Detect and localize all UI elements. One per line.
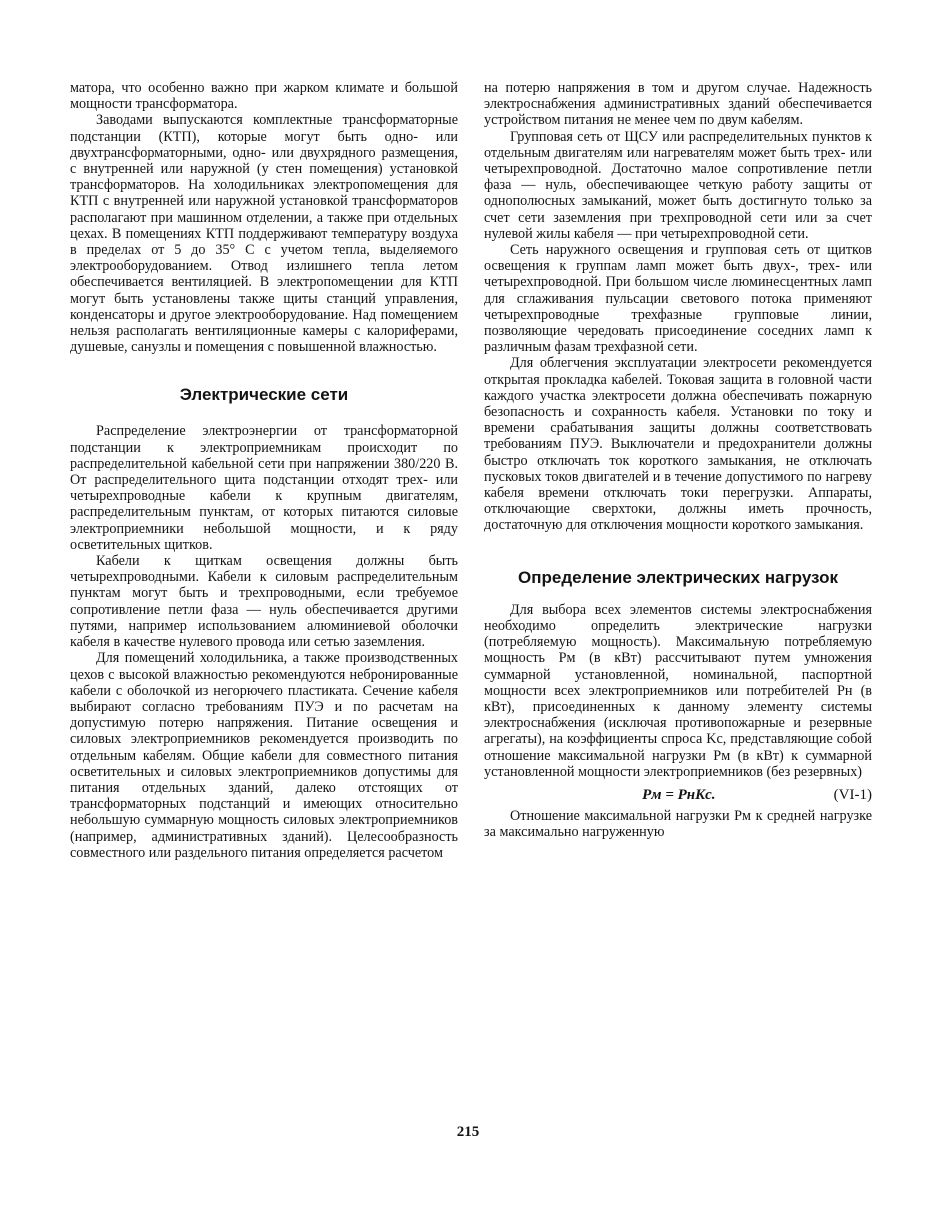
paragraph: Кабели к щиткам освещения должны быть четырехпроводными. Кабели к силовым распределительным пунктам могут быть и трехпроводными, если требуемое сопротивление петли фаза — нуль обеспечивается другими путями, например использованием алюминиевой оболочки кабеля в качестве нулевого провода или сетью заземления. — [70, 553, 458, 651]
paragraph: Для выбора всех элементов системы электроснабжения необходимо определить электрические нагрузки (потребляемую мощность). Максимальную потребляемую мощность Pм (в кВт) рассчитывают путем умножения суммарной установленной, номинальной, паспортной мощности всех электроприемников или потребителей Pн (в кВт), присоединенных к данному элементу системы электроснабжения (исключая противопожарные и резервные агрегаты), на коэффициенты спроса Kс, представляющие собой отношение максимальной нагрузки Pм (в кВт) к суммарной установленной мощности электроприемников (без резервных) — [484, 601, 872, 780]
paragraph: Распределение электроэнергии от трансформаторной подстанции к электроприемникам происходит по распределительной кабельной сети при напряжении 380/220 В. От распределительного щита подстанции отходят трех- или четырехпроводные кабели к крупным двигателям, распределительным пунктам, от которых питаются силовые электроприемники небольшой мощности, и к ряду осветительных щитков. — [70, 423, 458, 553]
equation-number: (VI-1) — [833, 786, 872, 803]
paragraph: Для помещений холодильника, а также производственных цехов с высокой влажностью рекомендуются небронированные кабели с оболочкой из негорючего пластиката. Сечение кабеля выбирают согласно требованиям ПУЭ и по расчетам на допустимую потерю напряжения. Питание освещения и силовых электроприемников рекомендуется производить по отдельным кабелям. Общие кабели для совместного питания осветительных и силовых электроприемников допустимы для питания отдельных зданий, далеко отстоящих от трансформаторных подстанций и имеющих относительно небольшую суммарную мощность силовых электроприемников (например, административных зданий). Целесообразность совместного или раздельного питания определяется расчетом — [70, 650, 458, 861]
paragraph: на потерю напряжения в том и другом случае. Надежность электроснабжения административных зданий обеспечивается устройством питания не менее чем по двум кабелям. — [484, 80, 872, 129]
equation — [484, 786, 872, 804]
paragraph: Отношение максимальной нагрузки Pм к средней нагрузке за максимально нагруженную — [484, 807, 872, 841]
page-number: 215 — [456, 1124, 480, 1140]
paragraph: Групповая сеть от ЩСУ или распределительных пунктов к отдельным двигателям или нагревателям может быть трех- или четырехпроводной. Достаточно малое сопротивление петли фаза — нуль, обеспечивающее четкую работу защиты от однополюсных замыканий, может быть достигнуто только за счет сети заземления при трехпроводной сети или за счет нулевой жилы кабеля — при четырехпроводной сети. — [484, 128, 872, 242]
right-column — [484, 80, 872, 840]
paragraph: Сеть наружного освещения и групповая сеть от щитков освещения к группам ламп может быть двух-, трех- или четырехпроводной. При большом числе люминесцентных ламп для сглаживания пульсации светового потока применяют четырехпроводные трехфазные групповые линии, позволяющие чередовать присоединение соседних ламп к различным фазам трехфазной сети. — [484, 242, 872, 356]
paragraph: Заводами выпускаются комплектные трансформаторные подстанции (КТП), которые могут быть одно- или двухтрансформаторными, одно- или двухрядного размещения, с внутренней или наружной (у стен помещения) установкой трансформаторов. На холодильниках электропомещения для КТП с внутренней или наружной установкой трансформаторов располагают при машинном отделении, а также при отдельных цехах. В помещениях КТП поддерживают температуру воздуха в пределах от 5 до 35° С с учетом тепла, выделяемого электрооборудованием. Отвод излишнего тепла летом обеспечивается вентиляцией. В электропомещении для КТП могут быть установлены также щиты станций управления, конденсаторы и другое электрооборудование. Над помещением нельзя располагать вентиляционные камеры с калориферами, душевые, санузлы и помещения с повышенной влажностью. — [70, 112, 458, 356]
section-heading: Электрические сети — [179, 385, 349, 405]
section-heading: Определение электрических нагрузок — [518, 567, 838, 587]
equation-formula: Pм = PнKс. — [642, 786, 716, 803]
paragraph: Для облегчения эксплуатации электросети рекомендуется открытая прокладка кабелей. Токовая защита в головной части каждого участка электросети должна обеспечивать пожарную безопасность и сохранность кабеля. Установки по току и времени срабатывания защиты должны соответствовать требованиям ПУЭ. Выключатели и предохранители должны быстро отключать ток короткого замыкания, не отключать пусковых токов двигателей и в течение допустимого по нагреву кабеля времени отключать токи перегрузки. Аппараты, отключающие сверхтоки, должны иметь прочность, достаточную для отключения мощности короткого замыкания. — [484, 355, 872, 534]
left-column — [70, 80, 458, 861]
paragraph: матора, что особенно важно при жарком климате и большой мощности трансформатора. — [70, 80, 458, 113]
